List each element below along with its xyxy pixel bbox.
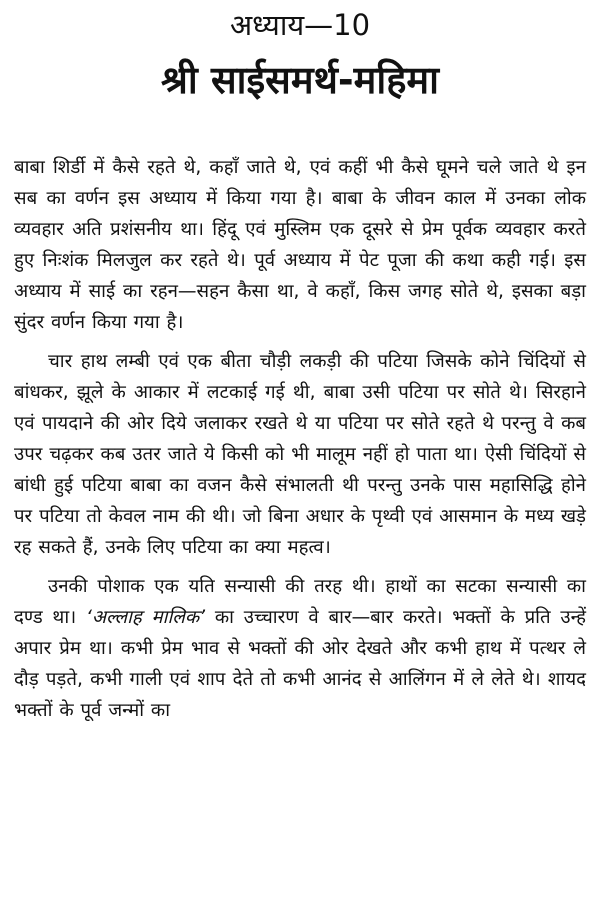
paragraph-3 bbox=[14, 571, 586, 726]
chapter-title: श्री साईसमर्थ-महिमा bbox=[161, 58, 439, 102]
chapter-body bbox=[14, 152, 586, 734]
chapter-heading: अध्याय—10 bbox=[229, 8, 371, 42]
paragraph-3-italic-phrase: ‘अल्लाह मालिक’ bbox=[85, 607, 206, 628]
paragraph-3-text-end: का उच्चारण वे बार—बार करते। भक्तों के प्रति उन्हें अपार प्रेम था। कभी प्रेम भाव से भक्तों की ओर देखते और कभी हाथ में पत्थर ले दौड़ पड़ते, कभी गाली एवं शाप देते तो कभी आनंद से आलिंगन में ले लेते थे। शायद भक्तों के पूर्व जन्मों का bbox=[14, 607, 587, 721]
paragraph-3-text-start: उनकी पोशाक एक यति सन्यासी की तरह थी। हाथों का सटका सन्यासी का दण्ड था। bbox=[14, 576, 586, 628]
paragraph-2: चार हाथ लम्बी एवं एक बीता चौड़ी लकड़ी की पटिया जिसके कोने चिंदियों से बांधकर, झूले के आकार में लटकाई गई थी, बाबा उसी पटिया पर सोते थे। सिरहाने एवं पायदाने की ओर दिये जलाकर रखते थे या पटिया पर सोते रहते थे परन्तु वे कब उपर चढ़कर कब उतर जाते ये किसी को भी मालूम नहीं हो पाता था। ऐसी चिंदियों से बांधी हुई पटिया बाबा का वजन कैसे संभालती थी परन्तु उनके पास महासिद्धि होने पर पटिया तो केवल नाम की थी। जो बिना अधार के पृथ्वी एवं आसमान के मध्य खड़े रह सकते हैं, उनके लिए पटिया का क्या महत्व। bbox=[14, 351, 587, 558]
paragraph-1: बाबा शिर्डी में कैसे रहते थे, कहाँ जाते थे, एवं कहीं भी कैसे घूमने चले जाते थे इन सब का वर्णन इस अध्याय में किया गया है। बाबा के जीवन काल में उनका लोक व्यवहार अति प्रशंसनीय था। हिंदू एवं मुस्लिम एक दूसरे से प्रेम पूर्वक व्यवहार करते हुए निःशंक मिलजुल कर रहते थे। पूर्व अध्याय में पेट पूजा की कथा कही गई। इस अध्याय में साई का रहन—सहन कैसा था, वे कहाँ, किस जगह सोते थे, इसका बड़ा सुंदर वर्णन किया गया है। bbox=[14, 157, 586, 333]
